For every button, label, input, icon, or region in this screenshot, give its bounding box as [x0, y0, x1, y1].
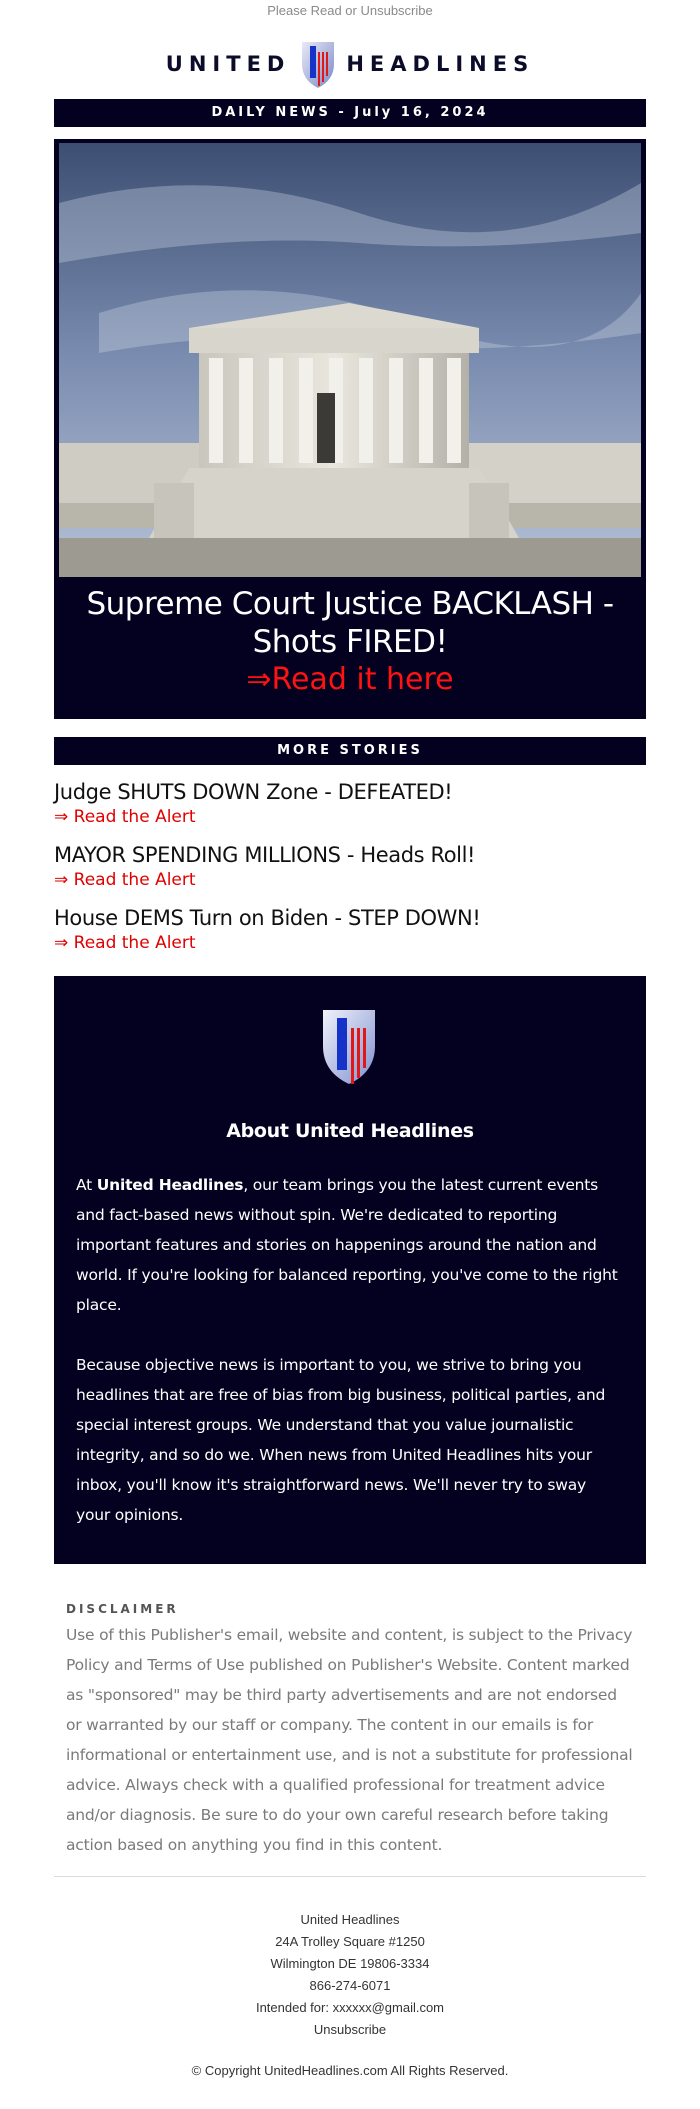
about-paragraph-2: Because objective news is important to you, we strive to bring you headlines that are free of bias from big business, political parties, and special interest groups. We understand that you value journalistic integrity, and so do we. When news from United Headlines hits your inbox, you'll know it's straightforward news. We'll never try to sway your opinions. — [76, 1356, 606, 1524]
more-stories-bar: MORE STORIES — [54, 737, 646, 765]
brand-word-left: UNITED — [165, 52, 291, 76]
hero-story[interactable] — [54, 139, 646, 719]
disclaimer-text: Use of this Publisher's email, website and content, is subject to the Privacy Policy and Terms of Use published on Publisher's Website. Content marked as "sponsored" may be third party advertisements and are not endorsed or warranted by our staff or company. The content in our emails is for informational or entertainment use, and is not a substitute for professional advice. Always check with a qualified professional for treatment advice and/or diagnosis. Be sure to do your own careful research before taking action based on anything you find in this content. — [66, 1626, 633, 1854]
about-section — [54, 976, 646, 1564]
about-title: About United Headlines — [226, 1120, 474, 1142]
hero-image-supreme-court[interactable] — [59, 143, 641, 577]
story-title[interactable]: MAYOR SPENDING MILLIONS - Heads Roll! — [54, 843, 476, 867]
story-title[interactable]: Judge SHUTS DOWN Zone - DEFEATED! — [54, 780, 453, 804]
story-item[interactable] — [54, 842, 646, 891]
footer-phone: 866-274-6071 — [309, 1978, 391, 1993]
footer-address-line-1: 24A Trolley Square #1250 — [275, 1934, 425, 1949]
hero-headline[interactable]: Supreme Court Justice BACKLASH - Shots FIRED! — [86, 586, 614, 660]
disclaimer-label: DISCLAIMER — [66, 1602, 179, 1616]
story-read-alert-link[interactable]: ⇒ Read the Alert — [54, 933, 196, 953]
about-p1-prefix: At — [76, 1176, 97, 1194]
unsubscribe-link[interactable]: Unsubscribe — [313, 2022, 387, 2037]
story-item[interactable] — [54, 905, 646, 954]
brand-header[interactable] — [54, 29, 646, 99]
story-read-alert-link[interactable]: ⇒ Read the Alert — [54, 807, 196, 827]
footer-company: United Headlines — [300, 1912, 400, 1927]
hero-read-link[interactable]: ⇒Read it here — [246, 662, 454, 697]
footer — [54, 1877, 646, 2041]
preheader-text[interactable]: Please Read or Unsubscribe — [267, 3, 433, 18]
about-paragraph-1 — [76, 1170, 624, 1320]
brand-word-right: HEADLINES — [346, 52, 535, 76]
copyright-text: © Copyright UnitedHeadlines.com All Rights Reserved. — [191, 2063, 509, 2078]
shield-logo-icon — [317, 1004, 383, 1088]
disclaimer-section — [54, 1564, 646, 1877]
about-p1-brand: United Headlines — [96, 1176, 244, 1194]
footer-address-line-2: Wilmington DE 19806-3334 — [270, 1956, 430, 1971]
shield-logo-icon — [298, 38, 338, 90]
daily-news-date-bar: DAILY NEWS - July 16, 2024 — [54, 99, 646, 127]
story-read-alert-link[interactable]: ⇒ Read the Alert — [54, 870, 196, 890]
about-p1-rest: , our team brings you the latest current events and fact-based news without spin. We're dedicated to reporting important features and stories on happenings around the nation and world. If you're looking for balanced reporting, you've come to the right place. — [76, 1176, 618, 1314]
story-item[interactable] — [54, 779, 646, 828]
story-title[interactable]: House DEMS Turn on Biden - STEP DOWN! — [54, 906, 481, 930]
footer-intended-for: Intended for: xxxxxx@gmail.com — [255, 2000, 445, 2015]
